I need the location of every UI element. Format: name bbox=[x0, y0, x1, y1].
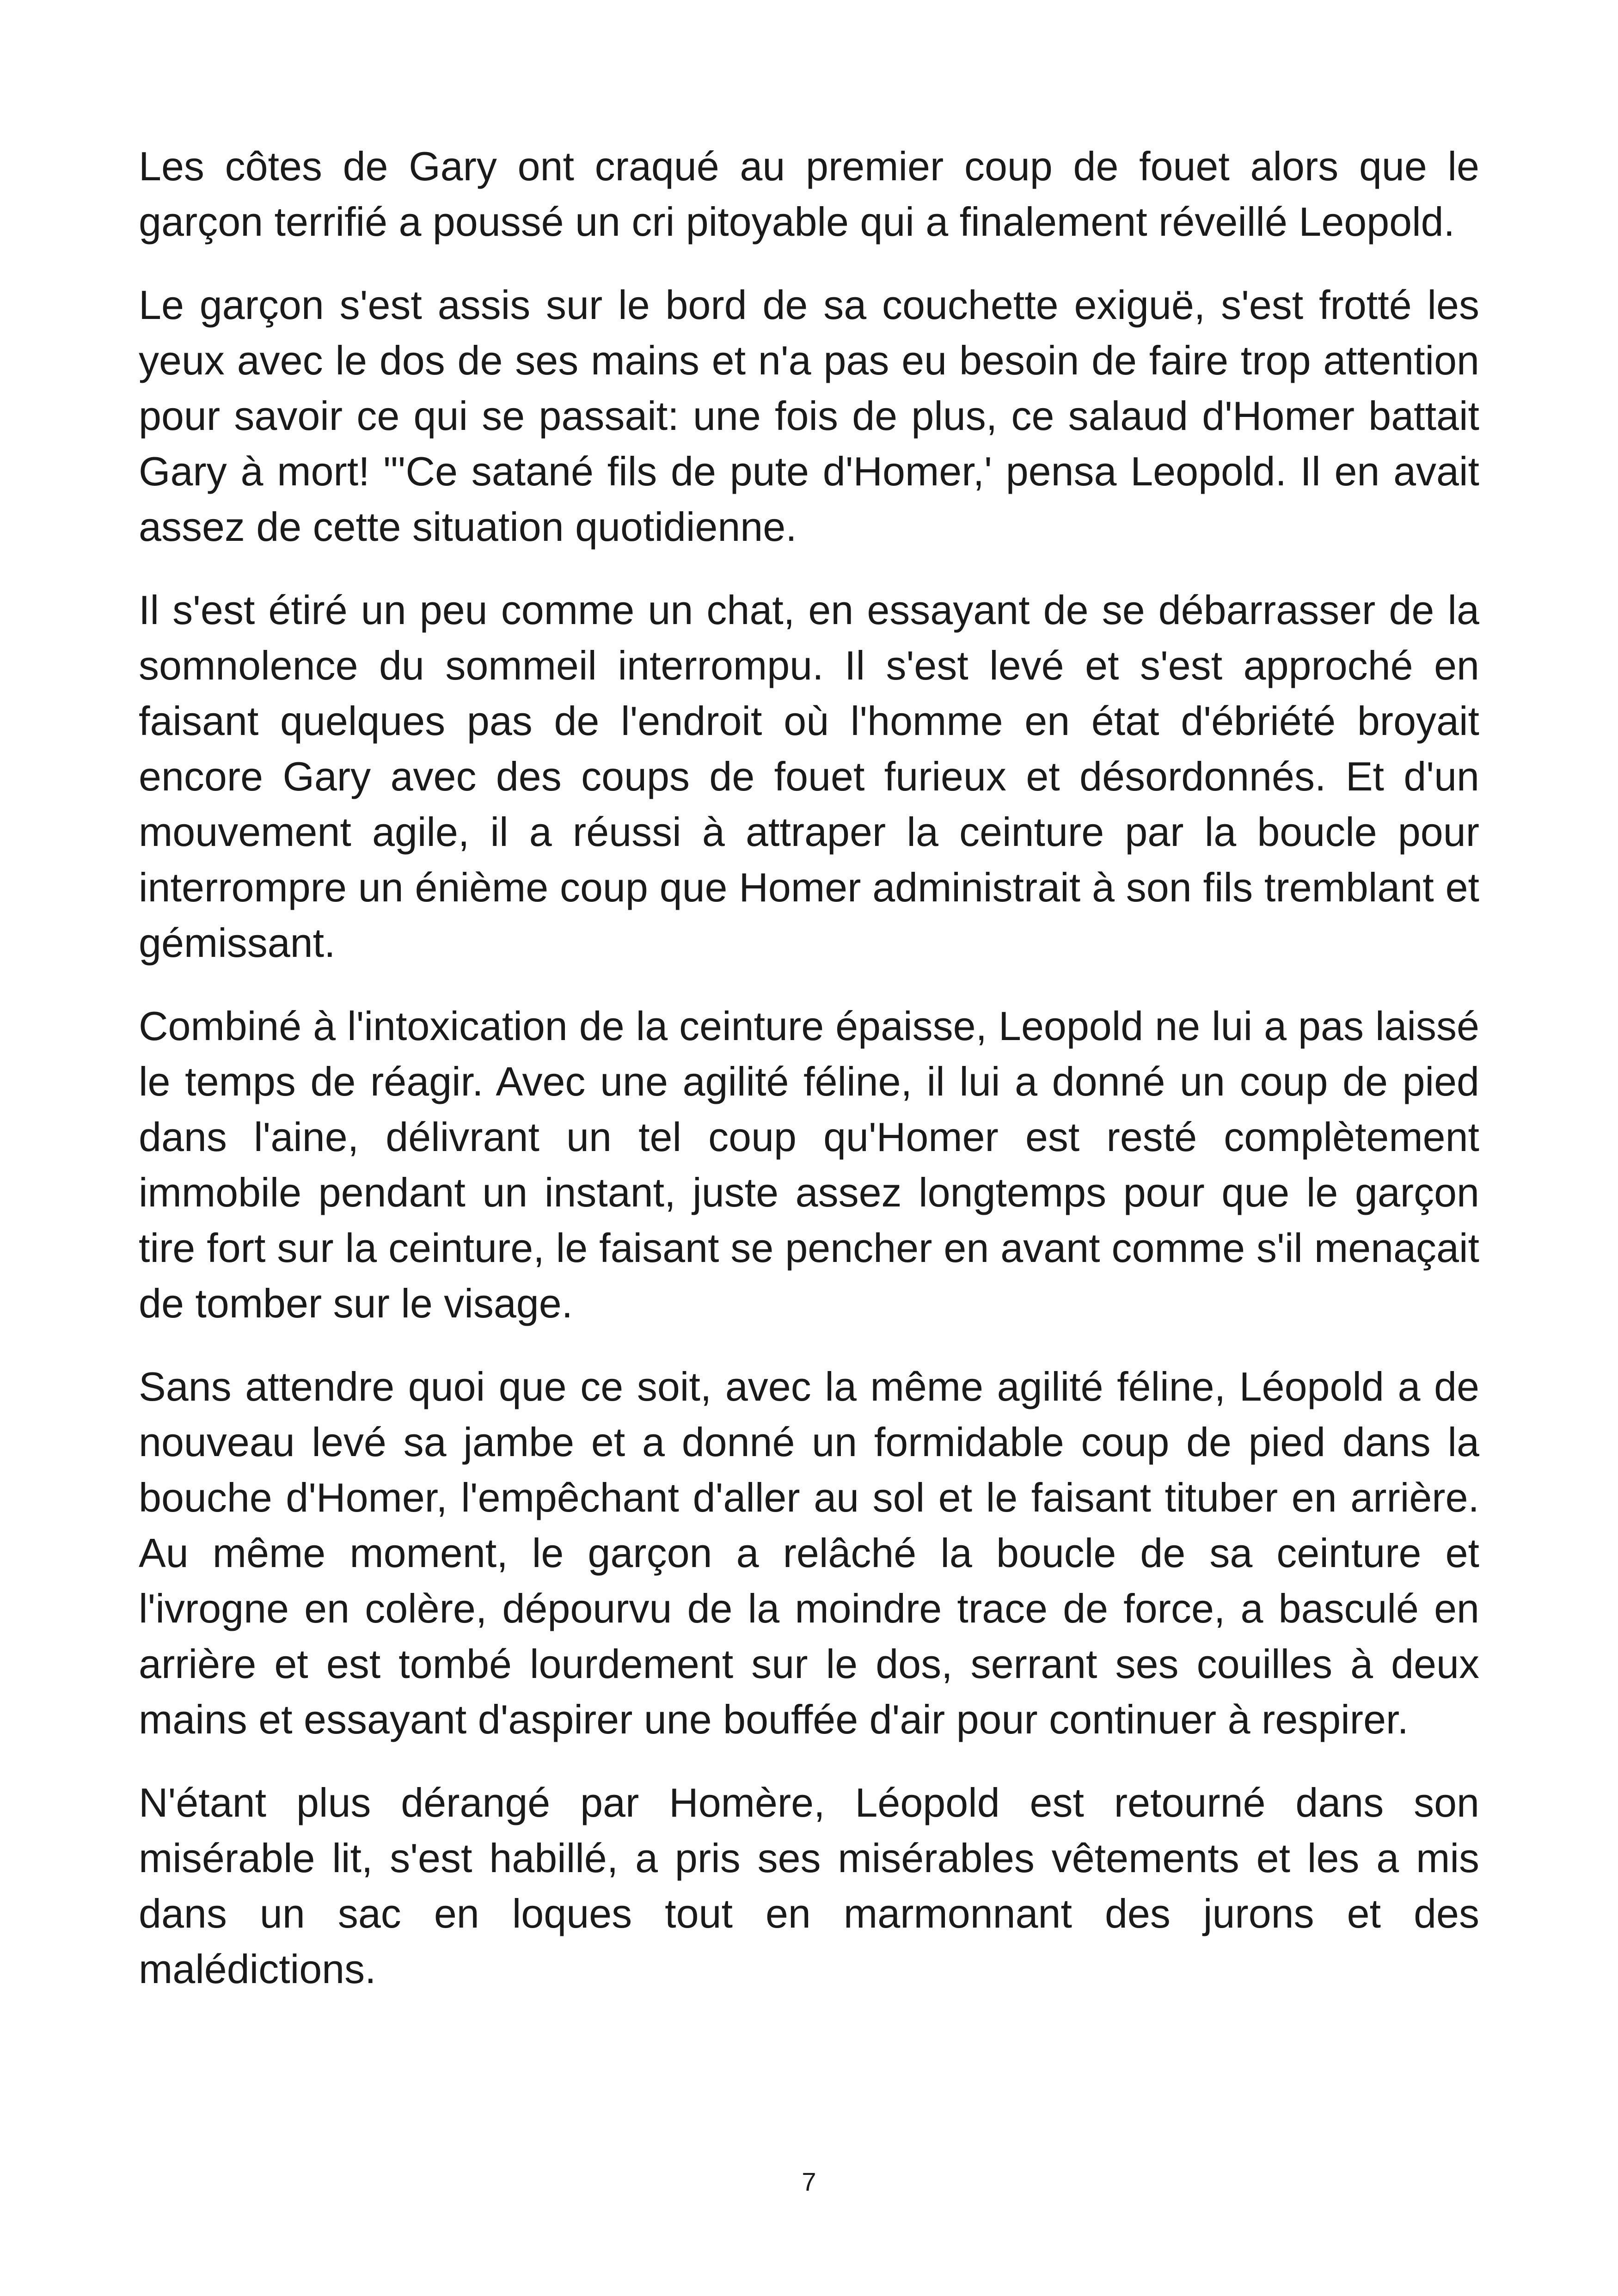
paragraph-6: N'étant plus dérangé par Homère, Léopold est retourné dans son misérable lit, s'est habillé, a pris ses misérables vêtements et les a mis dans un sac en loques tout en marmonnant des jurons et des malédictions. bbox=[139, 1780, 1479, 1992]
paragraph-2: Le garçon s'est assis sur le bord de sa couchette exiguë, s'est frotté les yeux avec le dos de ses mains et n'a pas eu besoin de faire trop attention pour savoir ce qui se passait: une fois de plus, ce salaud d'Homer battait Gary à mort! "'Ce satané fils de pute d'Homer,' pensa Leopold. Il en avait assez de cette situation quotidienne. bbox=[139, 282, 1479, 550]
paragraph-1: Les côtes de Gary ont craqué au premier coup de fouet alors que le garçon terrifié a poussé un cri pitoyable qui a finalement réveillé Leopold. bbox=[139, 143, 1479, 245]
paragraph-5: Sans attendre quoi que ce soit, avec la même agilité féline, Léopold a de nouveau levé sa jambe et a donné un formidable coup de pied dans la bouche d'Homer, l'empêchant d'aller au sol et le faisant tituber en arrière. Au même moment, le garçon a relâché la boucle de sa ceinture et l'ivrogne en colère, dépourvu de la moindre trace de force, a basculé en arrière et est tombé lourdement sur le dos, serrant ses couilles à deux mains et essayant d'aspirer une bouffée d'air pour continuer à respirer. bbox=[139, 1364, 1479, 1742]
paragraph-3: Il s'est étiré un peu comme un chat, en essayant de se débarrasser de la somnolence du sommeil interrompu. Il s'est levé et s'est approché en faisant quelques pas de l'endroit où l'homme en état d'ébriété broyait encore Gary avec des coups de fouet furieux et désordonnés. Et d'un mouvement agile, il a réussi à attraper la ceinture par la boucle pour interrompre un énième coup que Homer administrait à son fils tremblant et gémissant. bbox=[139, 587, 1479, 966]
paragraph-4: Combiné à l'intoxication de la ceinture épaisse, Leopold ne lui a pas laissé le temps de réagir. Avec une agilité féline, il lui a donné un coup de pied dans l'aine, délivrant un tel coup qu'Homer est resté complètement immobile pendant un instant, juste assez longtemps pour que le garçon tire fort sur la ceinture, le faisant se pencher en avant comme s'il menaçait de tomber sur le visage. bbox=[139, 1003, 1479, 1326]
body-text bbox=[139, 139, 1479, 2025]
page-number: 7 bbox=[802, 2167, 816, 2196]
